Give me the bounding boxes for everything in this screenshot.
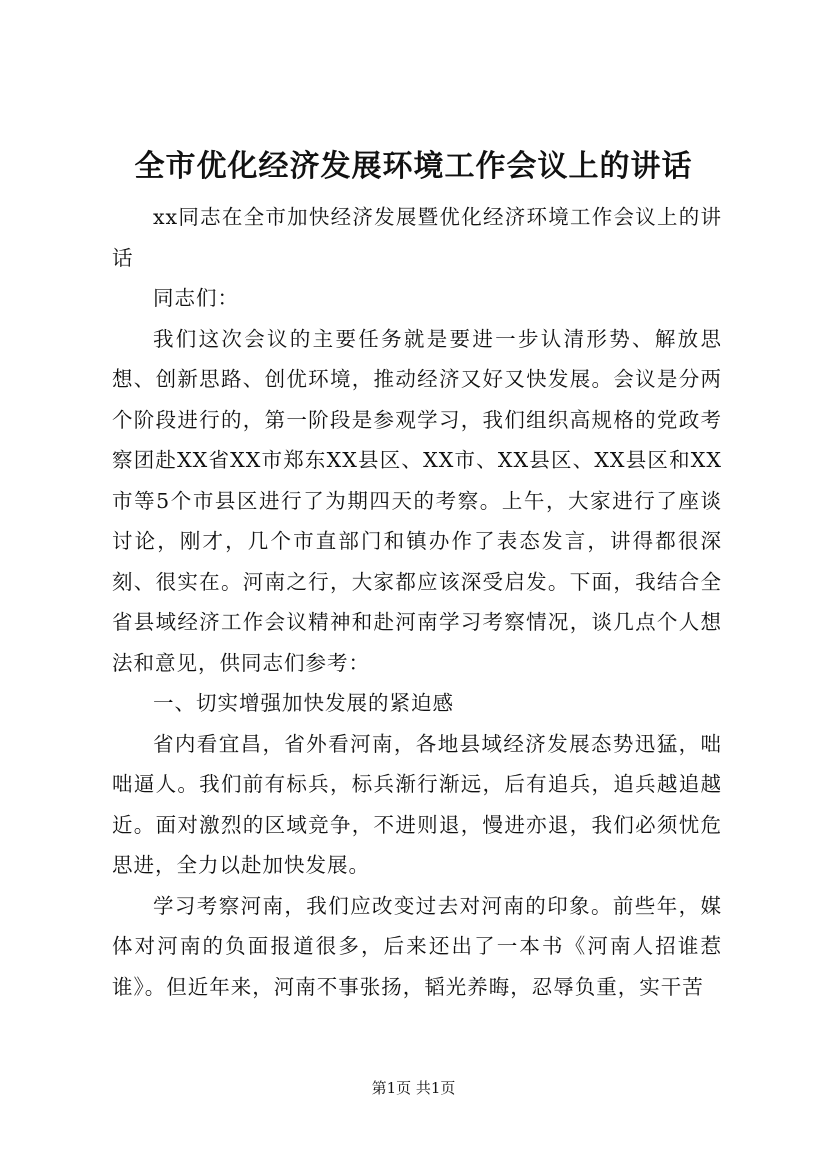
body-paragraph: 学习考察河南，我们应改变过去对河南的印象。前些年，媒体对河南的负面报道很多，后来还出了一本书《河南人招谁惹谁》。但近年来，河南不事张扬，韬光养晦，忍辱负重，实干苦 xyxy=(112,893,722,999)
document-title: 全市优化经济发展环境工作会议上的讲话 xyxy=(134,149,693,184)
subtitle-paragraph: xx同志在全市加快经济发展暨优化经济环境工作会议上的讲话 xyxy=(112,205,722,270)
body-paragraph: 省内看宜昌，省外看河南，各地县域经济发展态势迅猛，咄咄逼人。我们前有标兵，标兵渐行渐远，后有追兵，追兵越追越近。面对激烈的区域竞争，不进则退，慢进亦退，我们必须忧危思进，全力以赴加快发展。 xyxy=(112,731,722,877)
page-footer: 第1页 共1页 xyxy=(371,1079,456,1097)
salutation-paragraph: 同志们： xyxy=(153,286,239,310)
body-paragraph: 我们这次会议的主要任务就是要进一步认清形势、解放思想、创新思路、创优环境，推动经济又好又快发展。会议是分两个阶段进行的，第一阶段是参观学习，我们组织高规格的党政考察团赴XX省XX市郑东XX县区、XX市、XX县区、XX县区和XX市等5个市县区进行了为期四天的考察。上午，大家进行了座谈讨论，刚才，几个市直部门和镇办作了表态发言，讲得都很深刻、很实在。河南之行，大家都应该深受启发。下面，我结合全省县域经济工作会议精神和赴河南学习考察情况，谈几点个人想法和意见，供同志们参考： xyxy=(112,326,722,675)
section-heading: 一、切实增强加快发展的紧迫感 xyxy=(153,691,454,715)
document-body xyxy=(112,197,722,1007)
